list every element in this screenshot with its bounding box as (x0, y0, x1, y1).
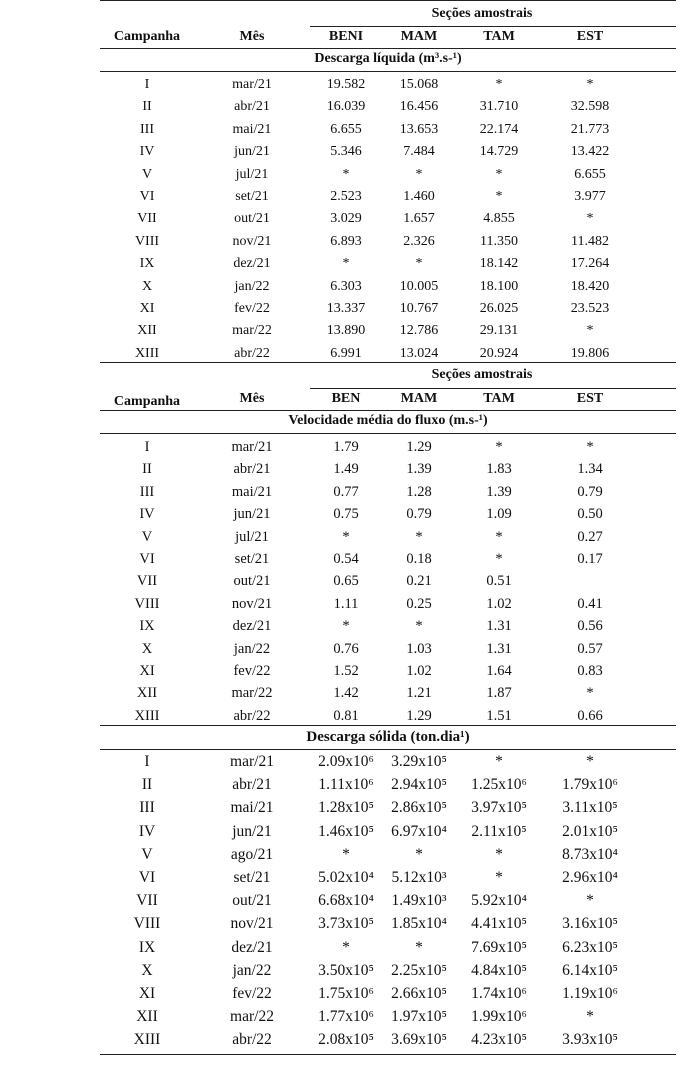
value-cell: 1.28x10⁵ (318, 799, 374, 817)
value-cell: 0.75 (333, 506, 359, 523)
value-cell: 1.46x10⁵ (318, 822, 374, 840)
campaign-cell: III (140, 121, 154, 137)
value-cell: * (495, 166, 503, 182)
campaign-cell: X (141, 640, 153, 657)
header-station-4: EST (576, 29, 604, 44)
value-cell: 1.85x10⁴ (391, 915, 447, 933)
value-cell: * (342, 528, 350, 545)
month-cell: mar/21 (231, 439, 273, 455)
header-station-1: BEN (331, 391, 361, 406)
value-cell: 3.93x10⁵ (562, 1031, 618, 1049)
value-cell: * (495, 528, 503, 545)
value-cell: 2.86x10⁵ (391, 799, 447, 817)
value-cell: * (586, 685, 594, 702)
campaign-cell: XI (139, 663, 155, 679)
month-cell: nov/21 (230, 915, 274, 933)
month-cell: mai/21 (231, 483, 273, 500)
value-cell: 3.29x10⁵ (391, 753, 447, 770)
value-cell: * (586, 1008, 594, 1026)
month-cell: abr/22 (234, 345, 270, 361)
campaign-cell: III (139, 483, 155, 500)
value-cell: 18.420 (570, 278, 610, 294)
value-cell: 1.79 (333, 439, 359, 455)
value-cell: 3.50x10⁵ (318, 961, 374, 979)
table-row (100, 186, 676, 208)
month-cell: abr/22 (232, 1031, 272, 1049)
value-cell: 2.66x10⁵ (391, 985, 447, 1002)
value-cell: 21.773 (570, 121, 610, 137)
campaign-cell: V (141, 166, 153, 182)
month-cell: abr/22 (233, 707, 271, 724)
value-cell: * (586, 77, 594, 92)
table-row (100, 570, 676, 592)
value-cell: 3.73x10⁵ (318, 915, 374, 933)
campaign-cell: IX (139, 256, 155, 272)
header-campanha: Campanha (113, 394, 181, 409)
value-cell: 5.02x10⁴ (318, 869, 374, 886)
value-cell: 1.03 (406, 640, 432, 657)
month-cell: ago/21 (230, 845, 274, 863)
value-cell: 11.350 (480, 233, 518, 249)
value-cell: 6.14x10⁵ (562, 961, 618, 979)
header-station-1: BENI (328, 29, 364, 44)
campaign-cell: XIII (134, 707, 160, 724)
value-cell: 2.11x10⁵ (471, 822, 527, 840)
table-row (100, 320, 676, 342)
table-row (100, 615, 676, 637)
value-cell: * (342, 845, 350, 863)
table-row (100, 660, 676, 682)
month-cell: nov/21 (231, 595, 273, 612)
value-cell: * (495, 551, 503, 567)
campaign-cell: VII (137, 211, 157, 227)
value-cell: * (415, 845, 423, 863)
header-station-3: TAM (483, 391, 515, 406)
value-cell: 1.09 (486, 506, 512, 523)
month-cell: jun/21 (233, 506, 271, 523)
table-row (100, 867, 676, 889)
month-cell: abr/21 (234, 99, 270, 115)
value-cell: * (495, 439, 503, 455)
campaign-cell: III (139, 799, 155, 817)
month-cell: out/21 (234, 211, 270, 227)
month-cell: mar/22 (230, 1008, 274, 1026)
section-caption-solid-discharge: Descarga sólida (ton.dia¹) (306, 729, 470, 745)
value-cell: 10.005 (399, 278, 439, 294)
value-cell: 0.25 (406, 595, 432, 612)
value-cell: 1.83 (486, 461, 512, 478)
header-station-4: EST (576, 391, 604, 406)
campaign-cell: II (141, 776, 153, 794)
value-cell: 1.39 (486, 483, 512, 500)
value-cell: * (415, 166, 423, 182)
value-cell: * (342, 166, 350, 182)
header-mes: Mês (239, 29, 265, 44)
month-cell: out/21 (232, 892, 272, 910)
value-cell: 18.100 (479, 278, 519, 294)
value-cell: * (415, 618, 423, 635)
campaign-cell: XIII (134, 345, 160, 361)
table-row (100, 593, 676, 615)
month-cell: set/21 (235, 189, 269, 204)
value-cell: 0.66 (577, 707, 603, 724)
table-row (100, 844, 676, 866)
value-cell: 1.51 (486, 707, 512, 724)
value-cell: 1.11 (333, 595, 359, 612)
month-cell: mar/22 (232, 323, 272, 339)
table-row (100, 682, 676, 704)
month-cell: mar/21 (232, 77, 272, 92)
value-cell: 4.41x10⁵ (471, 915, 527, 933)
month-cell: mai/21 (230, 799, 274, 817)
value-cell: * (342, 256, 350, 272)
value-cell: 1.31 (486, 618, 512, 635)
table-row (100, 774, 676, 796)
value-cell: 4.855 (483, 211, 515, 227)
month-cell: mar/22 (231, 685, 273, 702)
value-cell: 13.422 (570, 144, 610, 160)
month-cell: dez/21 (231, 938, 273, 956)
table-row (100, 548, 676, 570)
value-cell: 0.50 (577, 506, 603, 523)
value-cell: 0.21 (406, 573, 432, 590)
value-cell: 2.09x10⁶ (318, 753, 374, 770)
month-cell: jul/21 (235, 528, 269, 545)
value-cell: 4.23x10⁵ (471, 1031, 527, 1049)
value-cell: 2.523 (330, 189, 362, 204)
table-row (100, 298, 676, 320)
month-cell: jan/22 (233, 640, 271, 657)
table-row (100, 937, 676, 959)
month-cell: jan/22 (234, 278, 270, 294)
table-row (100, 503, 676, 525)
value-cell: 4.84x10⁵ (471, 961, 527, 979)
value-cell: 13.890 (326, 323, 366, 339)
value-cell: * (586, 439, 594, 455)
value-cell: 5.346 (330, 144, 362, 160)
value-cell: 0.17 (577, 551, 603, 567)
campaign-cell: IV (138, 822, 156, 840)
value-cell: 0.18 (406, 551, 432, 567)
value-cell: 22.174 (479, 121, 519, 137)
value-cell: 2.326 (403, 233, 435, 249)
value-cell: 3.977 (574, 189, 606, 204)
caption-rule (100, 433, 676, 434)
campaign-cell: X (141, 961, 153, 979)
table-row (100, 1006, 676, 1028)
month-cell: dez/21 (232, 618, 272, 635)
month-cell: fev/22 (234, 301, 270, 316)
header-row (100, 388, 676, 410)
header-station-2: MAM (400, 391, 438, 406)
value-cell: 1.75x10⁶ (318, 985, 374, 1002)
campaign-cell: VIII (133, 915, 161, 933)
value-cell: 6.97x10⁴ (391, 822, 447, 840)
campaign-cell: II (142, 461, 152, 478)
month-cell: jan/22 (232, 961, 272, 979)
value-cell: 19.582 (326, 77, 366, 92)
value-cell: 2.96x10⁴ (562, 869, 618, 886)
value-cell: 20.924 (479, 345, 519, 361)
table-row (100, 1029, 676, 1051)
caption-rule (100, 749, 676, 750)
top-rule (100, 0, 676, 1)
value-cell: 1.34 (577, 461, 603, 478)
month-cell: set/21 (233, 869, 271, 886)
value-cell: 0.81 (333, 707, 359, 724)
campaign-cell: I (144, 77, 150, 92)
month-cell: jun/21 (234, 144, 270, 160)
value-cell: 31.710 (479, 99, 519, 115)
month-cell: abr/21 (233, 461, 271, 478)
value-cell: 1.49 (333, 461, 359, 478)
value-cell: * (586, 211, 594, 227)
value-cell: 6.303 (330, 278, 362, 294)
value-cell: 23.523 (570, 301, 610, 316)
campaign-cell: VIII (134, 233, 160, 249)
value-cell: 1.02 (486, 595, 512, 612)
table-row (100, 119, 676, 141)
campaign-cell: IX (138, 938, 156, 956)
value-cell: 1.52 (333, 663, 359, 679)
table-row (100, 960, 676, 982)
value-cell: 1.97x10⁵ (391, 1008, 447, 1026)
month-cell: abr/21 (232, 776, 272, 794)
value-cell: 1.64 (486, 663, 512, 679)
value-cell: 2.01x10⁵ (562, 822, 618, 840)
month-cell: fev/22 (233, 663, 271, 679)
value-cell: 0.41 (577, 595, 603, 612)
month-cell: jul/21 (235, 166, 269, 182)
table-row (100, 821, 676, 843)
value-cell: 1.02 (406, 663, 432, 679)
campaign-cell: VI (139, 551, 155, 567)
month-cell: mar/21 (230, 753, 274, 770)
value-cell: 2.25x10⁵ (391, 961, 447, 979)
value-cell: 3.69x10⁵ (391, 1031, 447, 1049)
value-cell: 19.806 (570, 345, 610, 361)
value-cell: * (415, 528, 423, 545)
table-row (100, 751, 676, 773)
value-cell: 1.460 (403, 189, 435, 204)
value-cell: 1.39 (406, 461, 432, 478)
campaign-cell: XII (136, 685, 158, 702)
header-station-2: MAM (400, 29, 438, 44)
value-cell: 3.029 (330, 211, 362, 227)
value-cell: 13.653 (399, 121, 439, 137)
value-cell: * (495, 189, 503, 204)
campaign-cell: V (141, 528, 153, 545)
table-row (100, 526, 676, 548)
header-row (100, 26, 676, 48)
value-cell: 0.57 (577, 640, 603, 657)
table-row (100, 253, 676, 275)
month-cell: set/21 (234, 551, 270, 567)
campaign-cell: I (144, 753, 150, 770)
value-cell: 26.025 (479, 301, 519, 316)
value-cell: * (586, 323, 594, 339)
value-cell: 7.69x10⁵ (471, 938, 527, 956)
value-cell: 6.655 (330, 121, 362, 137)
table-row (100, 458, 676, 480)
value-cell: 11.482 (571, 233, 609, 249)
campaign-cell: VI (139, 189, 155, 204)
campaign-cell: IX (139, 618, 155, 635)
value-cell: * (495, 845, 503, 863)
value-cell: 1.21 (406, 685, 432, 702)
campaign-cell: X (141, 278, 153, 294)
value-cell: 0.54 (333, 551, 359, 567)
value-cell: 1.25x10⁶ (471, 776, 527, 794)
value-cell: 0.27 (577, 528, 603, 545)
value-cell: * (495, 77, 503, 92)
value-cell: 0.56 (577, 618, 603, 635)
table-row (100, 890, 676, 912)
value-cell: 1.42 (333, 685, 359, 702)
header-campanha: Campanha (113, 29, 181, 44)
value-cell: 0.83 (577, 663, 603, 679)
value-cell: 6.68x10⁴ (318, 892, 374, 910)
caption-rule (100, 71, 676, 72)
value-cell: 1.87 (486, 685, 512, 702)
header-station-3: TAM (483, 29, 515, 44)
value-cell: 6.991 (330, 345, 362, 361)
value-cell: 17.264 (570, 256, 610, 272)
value-cell: 13.337 (326, 301, 366, 316)
table-row (100, 638, 676, 660)
month-cell: fev/22 (232, 985, 272, 1002)
value-cell: 15.068 (399, 77, 439, 92)
value-cell: 6.655 (574, 166, 606, 182)
value-cell: 0.77 (333, 483, 359, 500)
table-row (100, 705, 676, 727)
value-cell: 1.31 (486, 640, 512, 657)
value-cell: * (342, 618, 350, 635)
value-cell: 1.657 (403, 211, 435, 227)
table-row (100, 96, 676, 118)
campaign-cell: IV (139, 506, 155, 523)
bottom-rule (100, 1054, 676, 1055)
month-cell: nov/21 (232, 233, 272, 249)
value-cell: 5.92x10⁴ (471, 892, 527, 910)
table-row (100, 141, 676, 163)
campaign-cell: VII (136, 892, 158, 910)
value-cell: * (586, 753, 594, 770)
value-cell: 5.12x10³ (391, 869, 447, 886)
value-cell: 1.28 (406, 483, 432, 500)
table-row (100, 436, 676, 458)
value-cell: 29.131 (479, 323, 519, 339)
table-row (100, 231, 676, 253)
value-cell: 32.598 (570, 99, 610, 115)
campaign-cell: XIII (133, 1031, 161, 1049)
campaign-cell: VIII (134, 595, 160, 612)
campaign-cell: XI (138, 985, 156, 1002)
section-caption-velocity: Velocidade média do fluxo (m.s-¹) (288, 413, 488, 428)
value-cell: * (415, 938, 423, 956)
table-row (100, 481, 676, 503)
table-row (100, 164, 676, 186)
month-cell: dez/21 (233, 256, 271, 272)
campaign-cell: V (141, 845, 153, 863)
value-cell: 1.49x10³ (391, 892, 447, 910)
value-cell: 0.65 (333, 573, 359, 590)
value-cell: * (495, 753, 503, 770)
value-cell: 13.024 (399, 345, 439, 361)
value-cell: 7.484 (403, 144, 435, 160)
value-cell: * (586, 892, 594, 910)
value-cell: 2.08x10⁵ (318, 1031, 374, 1049)
header-mes: Mês (239, 391, 265, 406)
value-cell: * (342, 938, 350, 956)
value-cell: 1.74x10⁶ (471, 985, 527, 1002)
value-cell: 18.142 (479, 256, 519, 272)
value-cell: 0.79 (577, 483, 603, 500)
value-cell: 6.23x10⁵ (562, 938, 618, 956)
table-row (100, 983, 676, 1005)
value-cell: 12.786 (399, 323, 439, 339)
table-row (100, 797, 676, 819)
value-cell: 6.893 (330, 233, 362, 249)
campaign-cell: XII (137, 323, 157, 339)
value-cell: 8.73x10⁴ (562, 845, 618, 863)
campaign-cell: VI (138, 869, 156, 886)
value-cell: 2.94x10⁵ (391, 776, 447, 794)
value-cell: 1.99x10⁶ (471, 1008, 527, 1026)
campaign-cell: XI (139, 301, 155, 316)
month-cell: out/21 (233, 573, 271, 590)
sampling-sections-label: Seções amostrais (431, 6, 533, 21)
table-row (100, 74, 676, 96)
campaign-cell: II (142, 99, 152, 115)
value-cell: 0.76 (333, 640, 359, 657)
campaign-cell: IV (139, 144, 155, 160)
table-row (100, 913, 676, 935)
month-cell: mai/21 (232, 121, 272, 137)
table-row (100, 276, 676, 298)
value-cell: 3.16x10⁵ (562, 915, 618, 933)
value-cell: 3.11x10⁵ (562, 799, 618, 817)
campaign-cell: XII (136, 1008, 158, 1026)
campaign-cell: VII (136, 573, 158, 590)
value-cell: 0.79 (406, 506, 432, 523)
value-cell: 16.039 (326, 99, 366, 115)
value-cell: 14.729 (479, 144, 519, 160)
sampling-sections-label: Seções amostrais (431, 367, 533, 382)
value-cell: 1.77x10⁶ (318, 1008, 374, 1026)
value-cell: 3.97x10⁵ (471, 799, 527, 817)
value-cell: * (415, 256, 423, 272)
campaign-cell: I (144, 439, 150, 455)
value-cell: 1.11x10⁶ (318, 776, 374, 794)
value-cell: * (495, 869, 503, 886)
value-cell: 1.79x10⁶ (562, 776, 618, 794)
value-cell: 16.456 (399, 99, 439, 115)
table-row (100, 208, 676, 230)
value-cell: 1.19x10⁶ (562, 985, 618, 1002)
section-caption-discharge: Descarga líquida (m³.s-¹) (314, 51, 462, 66)
value-cell: 1.29 (406, 707, 432, 724)
value-cell: 10.767 (399, 301, 439, 316)
section-end-rule (100, 362, 676, 363)
value-cell: 1.29 (406, 439, 432, 455)
value-cell: 0.51 (486, 573, 512, 590)
month-cell: jun/21 (232, 822, 272, 840)
